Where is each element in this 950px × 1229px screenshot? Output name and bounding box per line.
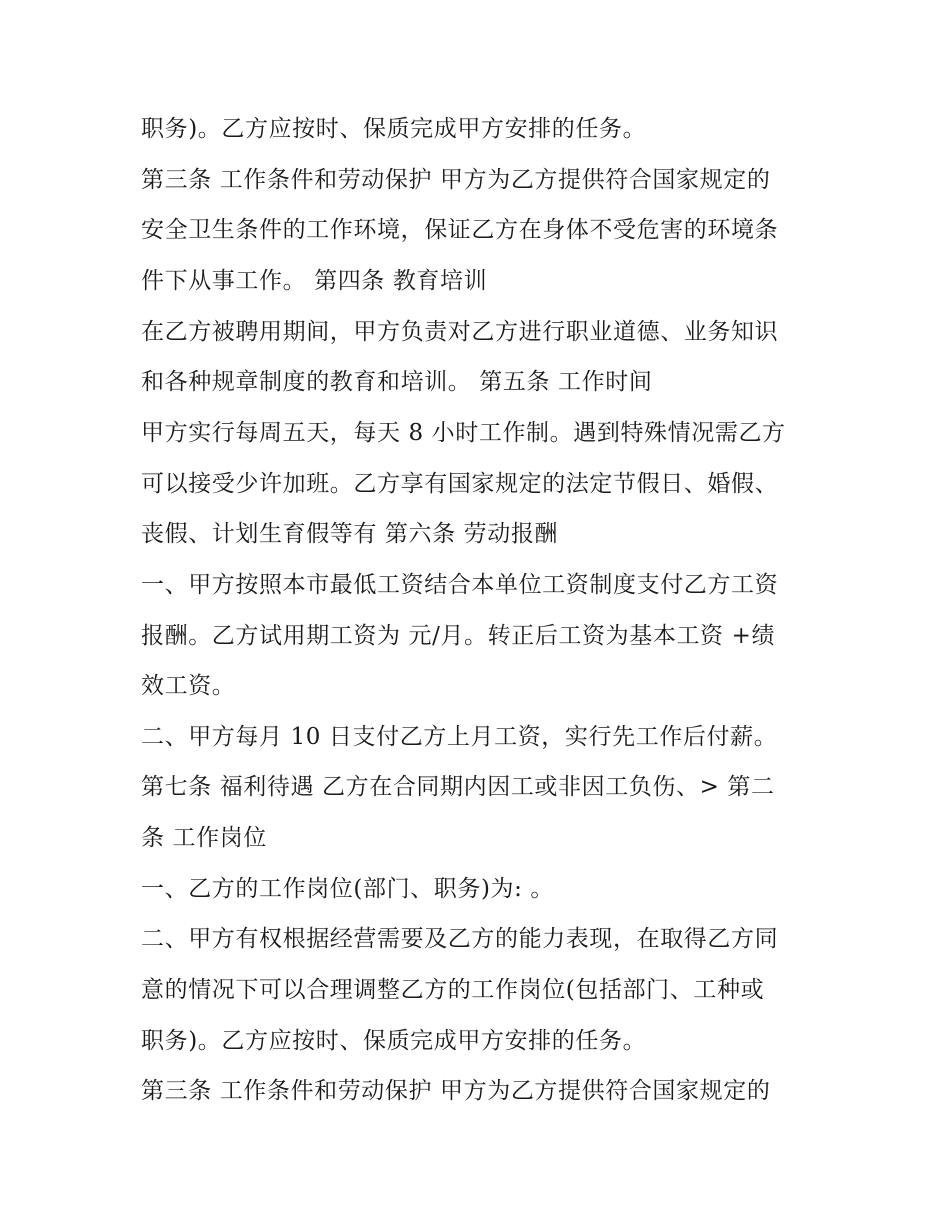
- text-line: 一、乙方的工作岗位(部门、职务)为: 。: [141, 876, 555, 902]
- text-line: 二、甲方每月 10 日支付乙方上月工资，实行先工作后付薪。: [141, 724, 778, 750]
- text-line: 意的情况下可以合理调整乙方的工作岗位(包括部门、工种或: [141, 977, 765, 1003]
- text-line: 职务)。乙方应按时、保质完成甲方安排的任务。: [141, 116, 647, 142]
- text-line: 二、甲方有权根据经营需要及乙方的能力表现，在取得乙方同: [141, 926, 779, 952]
- text-line: 第七条 福利待遇 乙方在合同期内因工或非因工负伤、> 第二: [141, 774, 775, 800]
- text-line: 和各种规章制度的教育和培训。 第五条 工作时间: [141, 369, 653, 395]
- text-line: 件下从事工作。 第四条 教育培训: [141, 268, 488, 294]
- text-line: 丧假、计划生育假等有 第六条 劳动报酬: [141, 521, 559, 547]
- text-line: 安全卫生条件的工作环境，保证乙方在身体不受危害的环境条: [141, 217, 779, 243]
- text-line: 一、甲方按照本市最低工资结合本单位工资制度支付乙方工资: [141, 572, 779, 598]
- text-line: 第三条 工作条件和劳动保护 甲方为乙方提供符合国家规定的: [141, 1078, 771, 1104]
- text-line: 报酬。乙方试用期工资为 元/月。转正后工资为基本工资 +绩: [141, 623, 776, 649]
- text-line: 条 工作岗位: [141, 825, 267, 851]
- text-line: 第三条 工作条件和劳动保护 甲方为乙方提供符合国家规定的: [141, 167, 771, 193]
- text-line: 甲方实行每周五天，每天 8 小时工作制。遇到特殊情况需乙方: [141, 420, 786, 446]
- text-line: 在乙方被聘用期间，甲方负责对乙方进行职业道德、业务知识: [141, 319, 779, 345]
- text-line: 可以接受少许加班。乙方享有国家规定的法定节假日、婚假、: [141, 471, 779, 497]
- text-line: 职务)。乙方应按时、保质完成甲方安排的任务。: [141, 1028, 647, 1054]
- text-line: 效工资。: [141, 673, 236, 699]
